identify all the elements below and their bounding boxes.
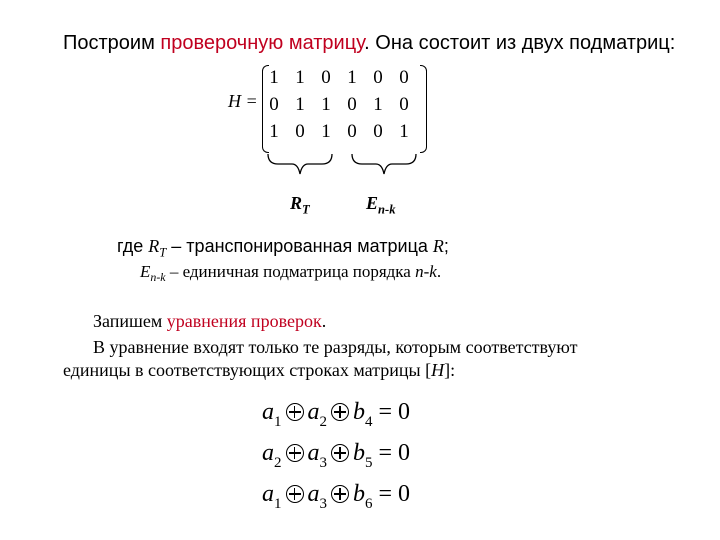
para3-after: ]:	[444, 360, 456, 380]
intro-text-before: Построим	[63, 32, 161, 54]
xor-icon	[286, 403, 304, 421]
where-nk: n-k	[415, 262, 437, 281]
check-equation	[262, 397, 411, 430]
where-prefix: где	[117, 236, 149, 256]
where-rt-text: – транспонированная матрица	[166, 236, 433, 256]
para-line-3	[63, 360, 455, 381]
matrix-cell: 1	[373, 94, 383, 115]
where-line-rt	[117, 236, 449, 260]
eq-subscript: 2	[274, 455, 282, 471]
para1-highlight: уравнения проверок	[166, 311, 322, 331]
matrix-cell: 1	[295, 67, 305, 88]
matrix-cell: 0	[373, 121, 383, 142]
eq-term: b	[353, 399, 365, 425]
rt-underbrace	[268, 154, 332, 174]
eq-subscript: 6	[365, 496, 373, 512]
eq-subscript: 1	[274, 414, 282, 430]
eq-subscript: 2	[319, 414, 327, 430]
eq-rhs: = 0	[372, 399, 411, 425]
matrix-cell: 0	[321, 67, 331, 88]
eq-term: a	[307, 481, 320, 507]
intro-line	[63, 32, 675, 55]
underbraces	[264, 150, 424, 186]
rt-sub: T	[302, 202, 310, 217]
eq-subscript: 3	[319, 496, 327, 512]
matrix-cell: 1	[295, 94, 305, 115]
where-rt-sub: T	[159, 245, 167, 260]
para3-before: единицы в соответствующих строках матрицы [	[63, 360, 432, 380]
intro-highlight: проверочную матрицу	[160, 32, 365, 54]
matrix-cell: 1	[269, 121, 279, 142]
matrix-cell: 0	[399, 94, 409, 115]
en-underbrace	[352, 154, 416, 174]
matrix-cell: 0	[269, 94, 279, 115]
where-end: ;	[443, 236, 449, 256]
matrix-cell: 0	[399, 67, 409, 88]
para1-after: .	[321, 311, 327, 331]
rt-main: R	[290, 193, 303, 213]
matrix-h-label: H =	[228, 91, 258, 111]
para3-h: H	[431, 360, 445, 380]
matrix-right-bracket	[420, 65, 427, 153]
en-main: E	[366, 193, 379, 213]
eq-term: b	[353, 440, 365, 466]
eq-term: a	[262, 440, 274, 466]
xor-icon	[331, 444, 349, 462]
xor-icon	[331, 403, 349, 421]
matrix-cell: 1	[347, 67, 357, 88]
matrix-cell: 1	[269, 67, 279, 88]
where-line-en	[140, 262, 442, 285]
eq-rhs: = 0	[372, 440, 411, 466]
rt-label	[290, 193, 310, 217]
where-r: R	[432, 236, 444, 256]
xor-icon	[331, 485, 349, 503]
para-line-2: В уравнение входят только те разряды, которым соответствуют	[93, 337, 578, 357]
eq-rhs: = 0	[372, 481, 411, 507]
intro-text-after: . Она состоит из двух подматриц:	[364, 32, 676, 54]
en-sub: n-k	[378, 202, 396, 217]
where-rt-main: R	[148, 236, 160, 256]
matrix-cell: 1	[321, 94, 331, 115]
where-dot: .	[436, 262, 442, 281]
xor-icon	[286, 444, 304, 462]
para-line-1	[93, 311, 326, 332]
where-en-text: – единичная подматрица порядка	[165, 262, 416, 281]
eq-subscript: 1	[274, 496, 282, 512]
eq-term: b	[353, 481, 365, 507]
matrix-cell: 0	[373, 67, 383, 88]
matrix-cell: 0	[295, 121, 305, 142]
para1-before: Запишем	[93, 311, 167, 331]
eq-subscript: 5	[365, 455, 373, 471]
en-label	[366, 193, 396, 217]
where-en-sub: n-k	[150, 270, 166, 285]
matrix-cell: 0	[347, 94, 357, 115]
check-equation	[262, 438, 411, 471]
matrix-cell: 1	[399, 121, 409, 142]
eq-term: a	[307, 399, 320, 425]
eq-subscript: 4	[365, 414, 373, 430]
eq-term: a	[262, 399, 274, 425]
where-en-main: E	[140, 262, 151, 281]
eq-term: a	[262, 481, 274, 507]
xor-icon	[286, 485, 304, 503]
matrix-cell: 1	[321, 121, 331, 142]
eq-subscript: 3	[319, 455, 327, 471]
eq-term: a	[307, 440, 320, 466]
matrix-cell: 0	[347, 121, 357, 142]
check-equation	[262, 479, 411, 512]
